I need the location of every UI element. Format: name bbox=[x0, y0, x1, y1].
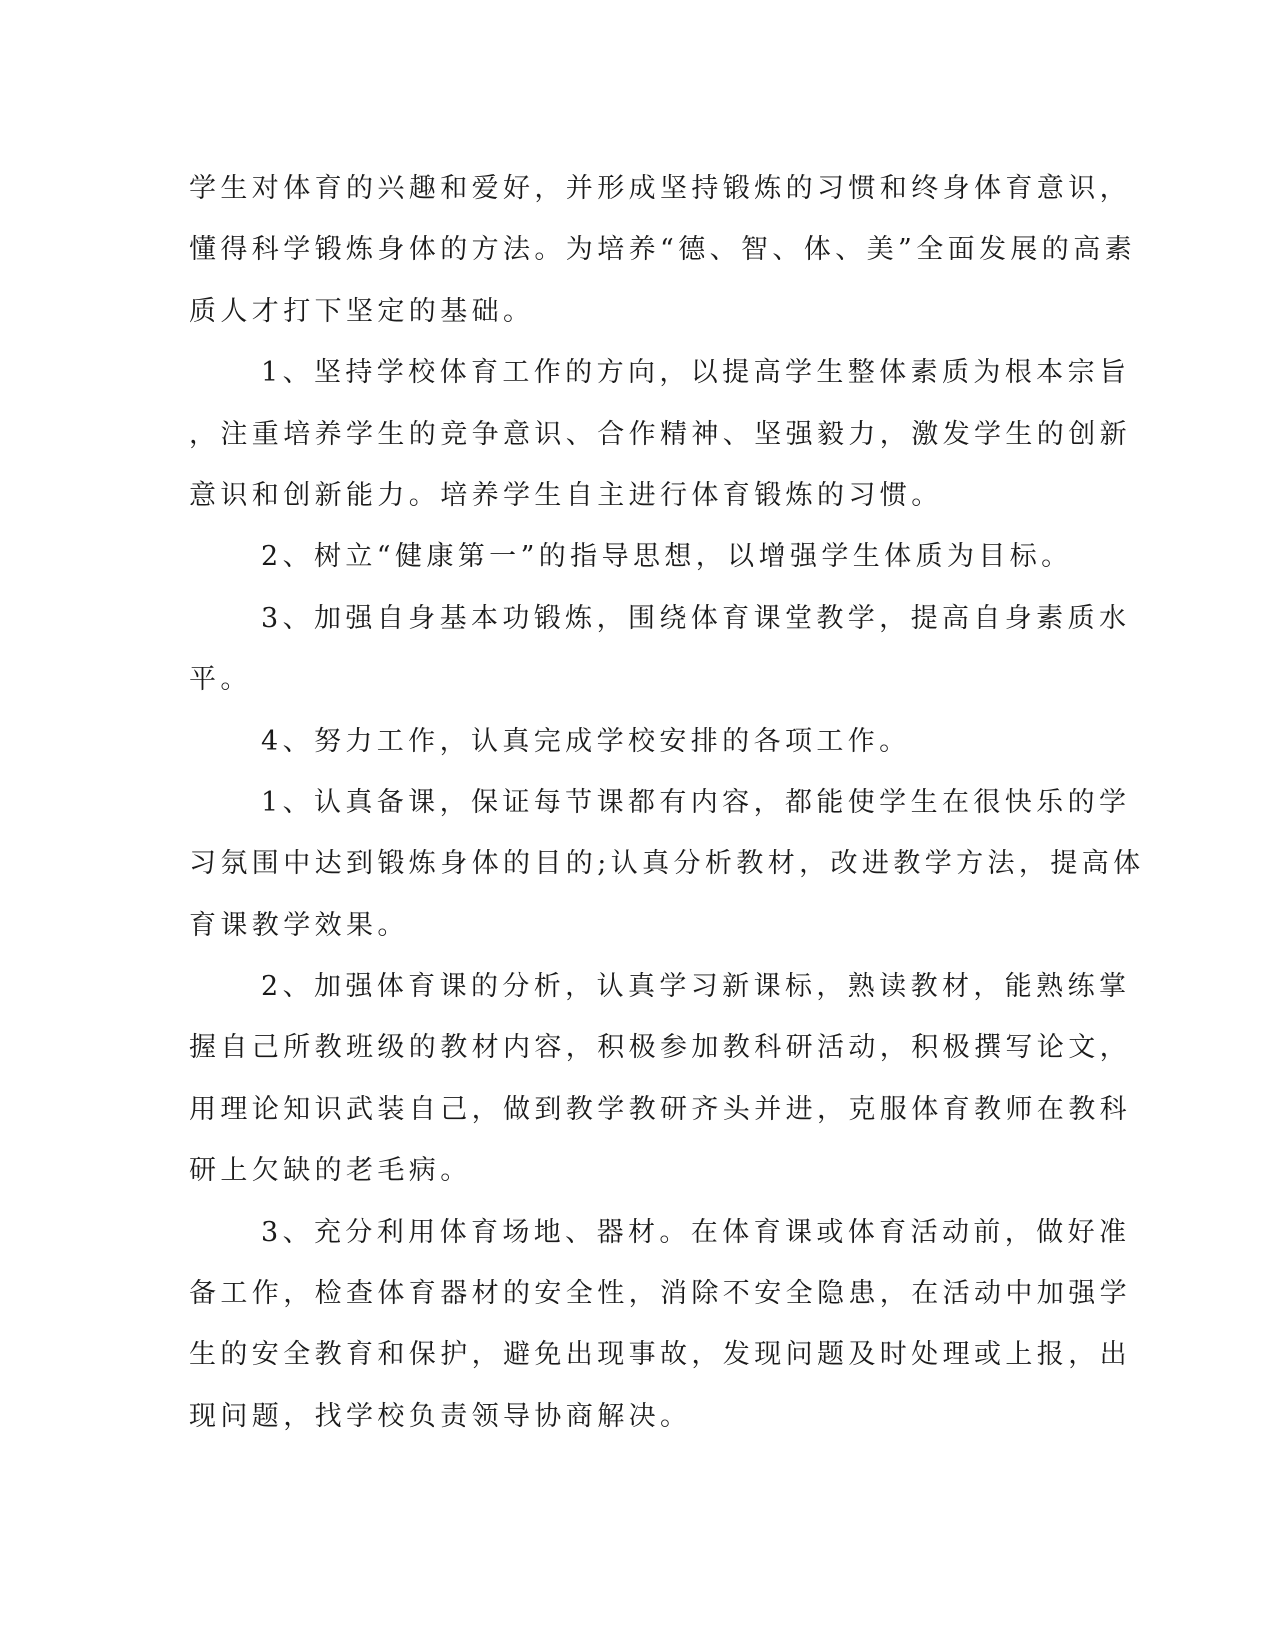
text-line: 学生对体育的兴趣和爱好，并形成坚持锻炼的习惯和终身体育意识， bbox=[189, 173, 1131, 204]
text-line: 1、坚持学校体育工作的方向，以提高学生整体素质为根本宗旨 bbox=[261, 357, 1131, 389]
text-line: 2、加强体育课的分析，认真学习新课标，熟读教材，能熟练掌 bbox=[261, 971, 1131, 1003]
text-line: ，注重培养学生的竞争意识、合作精神、坚强毅力，激发学生的创新 bbox=[189, 418, 1131, 450]
text-line: 用理论知识武装自己，做到教学教研齐头并进，克服体育教师在教科 bbox=[189, 1093, 1131, 1125]
text-line: 意识和创新能力。培养学生自主进行体育锻炼的习惯。 bbox=[189, 479, 943, 511]
text-line: 研上欠缺的老毛病。 bbox=[189, 1155, 472, 1187]
text-line: 4、努力工作，认真完成学校安排的各项工作。 bbox=[261, 725, 911, 757]
text-line: 现问题，找学校负责领导协商解决。 bbox=[189, 1400, 692, 1432]
text-line: 备工作，检查体育器材的安全性，消除不安全隐患，在活动中加强学 bbox=[189, 1278, 1131, 1310]
text-line: 育课教学效果。 bbox=[189, 909, 409, 941]
text-line: 生的安全教育和保护，避免出现事故，发现问题及时处理或上报，出 bbox=[189, 1339, 1131, 1371]
text-line: 1、认真备课，保证每节课都有内容，都能使学生在很快乐的学 bbox=[261, 786, 1131, 818]
text-line: 习氛围中达到锻炼身体的目的;认真分析教材，改进教学方法，提高体 bbox=[189, 848, 1145, 880]
text-line: 3、加强自身基本功锻炼，围绕体育课堂教学，提高自身素质水 bbox=[261, 602, 1131, 634]
text-line: 懂得科学锻炼身体的方法。为培养“德、智、体、美”全面发展的高素 bbox=[189, 234, 1137, 266]
text-line: 2、树立“健康第一”的指导思想，以增强学生体质为目标。 bbox=[261, 541, 1073, 573]
text-line: 3、充分利用体育场地、器材。在体育课或体育活动前，做好准 bbox=[261, 1216, 1131, 1248]
text-line: 平。 bbox=[189, 664, 252, 696]
document-body bbox=[189, 158, 1145, 1447]
text-line: 质人才打下坚定的基础。 bbox=[189, 295, 535, 327]
text-line: 握自己所教班级的教材内容，积极参加教科研活动，积极撰写论文， bbox=[189, 1032, 1131, 1064]
